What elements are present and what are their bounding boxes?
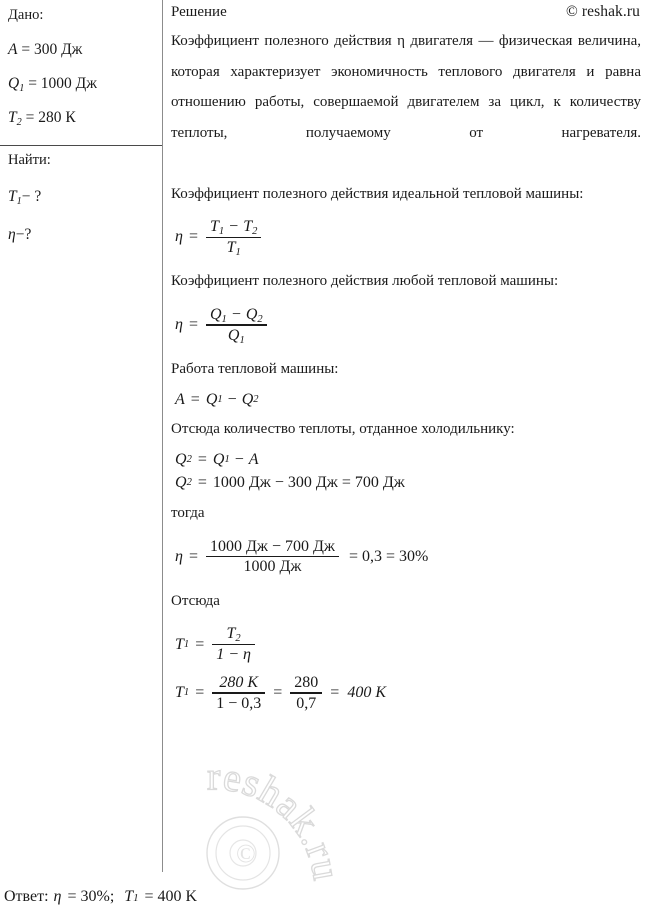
formula-t1num-final-equals: =	[330, 684, 340, 702]
num-a-sub: 1	[221, 313, 227, 325]
answer-label: Ответ:	[4, 888, 49, 905]
formula-t1num-middle-equals: =	[273, 684, 283, 702]
num-operator: −	[229, 218, 239, 235]
answer-eta-symbol: η	[53, 888, 62, 906]
formula-q2-rhs-a: Q	[212, 450, 225, 468]
answer-eta-value: = 30%;	[67, 888, 115, 906]
num-a-symbol: T	[209, 218, 219, 235]
formula-t1num-denominator-1: 1 − 0,3	[216, 694, 262, 712]
num-b-symbol: Q	[245, 305, 258, 323]
find-query-T1: − ?	[21, 188, 42, 205]
formula-eta-any-lhs: η	[175, 316, 183, 334]
solution-title: Решение	[171, 4, 227, 20]
paragraph-ideal-engine: Коэффициент полезного действия идеальной тепловой машины:	[171, 185, 584, 202]
find-symbol-eta: η	[8, 226, 16, 244]
paragraph-definition: Коэффициент полезного действия η двигателя — физическая величина, которая характеризует экономичность теплового двигателя и равна отношению работы, совершаемой двигателем за цикл, к количеству теплоты, получаемому от нагревателя.	[171, 33, 641, 141]
formula-q2-numeric: Q 2 = 1000 Дж − 300 Дж = 700 Дж	[175, 474, 405, 492]
formula-t1num-fraction-1	[212, 674, 265, 712]
den-symbol: Q	[227, 326, 240, 344]
paragraph-heat-released: Отсюда количество теплоты, отданное холодильнику:	[171, 421, 515, 438]
paragraph-hence: Отсюда	[171, 592, 220, 609]
formula-work-rhs-b: Q	[241, 390, 254, 408]
given-column	[0, 0, 162, 872]
num-b-sub: 2	[252, 225, 258, 237]
paragraph-any-engine: Коэффициент полезного действия любой тепловой машины:	[171, 273, 559, 290]
formula-eta-ideal-fraction	[206, 218, 261, 256]
formula-etanum-lhs: η	[175, 547, 183, 565]
formula-work-lhs: A	[175, 390, 185, 408]
find-column	[0, 152, 162, 264]
given-item-A	[8, 41, 154, 58]
given-symbol-A: A	[8, 41, 18, 58]
find-subscript-T1: 1	[16, 195, 22, 207]
paragraph-work: Работа тепловой машины:	[171, 361, 339, 378]
answer-t1-value: = 400 K	[144, 888, 198, 906]
given-subscript-Q1: 1	[19, 82, 25, 94]
find-query-eta: −?	[15, 226, 32, 244]
formula-work: A = Q 1 − Q 2	[175, 390, 259, 408]
given-heading: Дано:	[8, 7, 44, 23]
den-sub: 1	[235, 246, 241, 258]
formula-eta-ideal-numerator	[206, 218, 261, 237]
formula-etanum-fraction	[206, 538, 339, 576]
den-symbol: T	[226, 238, 236, 256]
given-value-A: = 300 Дж	[17, 41, 83, 58]
find-item-T1	[8, 188, 154, 205]
formula-eta-numeric: η = $\frac{1000 Дж - 700 Дж}{1000 Дж}$ = 0,3 = 30%	[175, 537, 429, 576]
formula-q2-operator: −	[234, 450, 244, 468]
formula-t1sym-numerator	[222, 625, 244, 644]
num-operator: −	[231, 305, 241, 323]
svg-text:©: ©	[236, 839, 256, 868]
answer-line: Ответ: η = 30%; T 1 = 400 K	[4, 888, 198, 906]
formula-t1num-denominator-2: 0,7	[296, 694, 317, 712]
formula-t1sym-denominator: 1 − η	[216, 646, 251, 664]
formula-eta-any-fraction	[206, 306, 267, 344]
formula-eta-any-numerator	[206, 306, 267, 325]
formula-q2-symbolic: Q 2 = Q 1 − A	[175, 450, 259, 468]
formula-t1sym-fraction	[212, 625, 255, 663]
formula-t1num-lhs: T	[175, 684, 184, 702]
column-divider	[162, 0, 163, 872]
formula-q2num-lhs: Q	[175, 474, 187, 492]
given-item-Q1	[8, 75, 154, 92]
given-symbol-Q: Q	[8, 75, 20, 93]
find-symbol-T: T	[8, 188, 17, 205]
formula-eta-any: η = $\frac{Q_1 - Q_2}{Q_1}$	[175, 306, 649, 344]
formula-eta-ideal-lhs: η	[175, 228, 183, 246]
formula-t1-symbolic: T 1 = $\frac{T_2}{1 - \eta}$	[175, 625, 649, 663]
num-a-sub: 1	[218, 225, 225, 237]
num-b-sub: 2	[257, 313, 263, 325]
find-item-eta	[8, 226, 154, 243]
formula-eta-ideal-denominator	[223, 238, 245, 257]
t1sym-num-symbol: T	[226, 625, 236, 643]
given-find-divider	[0, 145, 162, 146]
den-sub: 1	[239, 334, 245, 346]
formula-q2num-rhs: 1000 Дж − 300 Дж = 700 Дж	[212, 474, 405, 492]
formula-etanum-result: = 0,3 = 30%	[348, 547, 429, 565]
svg-text:reshak.ru	[207, 753, 350, 884]
num-a-symbol: Q	[209, 305, 222, 323]
formula-t1sym-lhs: T	[175, 635, 184, 653]
given-item-T2	[8, 109, 154, 126]
formula-q2-lhs: Q	[175, 450, 187, 468]
formula-t1num-result: 400 K	[347, 684, 386, 702]
formula-eta-any-denominator	[224, 326, 249, 345]
formula-t1num-numerator-2: 280	[294, 673, 319, 691]
solution-header	[171, 4, 649, 26]
paragraph-then: тогда	[171, 505, 205, 522]
answer-t1-symbol: T	[124, 888, 134, 906]
formula-eta-ideal: η = $\frac{T_1 - T_2}{T_1}$	[175, 218, 649, 256]
formula-t1num-fraction-2	[290, 674, 322, 712]
given-value-Q1: = 1000 Дж	[24, 75, 97, 93]
watermark-text: reshak.ru	[207, 753, 350, 885]
num-b-symbol: T	[243, 218, 253, 235]
formula-t1num-numerator-1: 280 K	[219, 673, 259, 691]
given-value-T2: = 280 К	[21, 109, 76, 127]
reshak-watermark	[196, 752, 396, 902]
copyright-notice: © reshak.ru	[566, 3, 640, 20]
given-symbol-T: T	[8, 109, 17, 127]
t1sym-num-sub: 2	[235, 633, 241, 645]
formula-t1-numeric: T 1 = $\frac{280 K}{1 - 0,3}$ = $\frac{280}{0,7}$ = 400 K	[175, 673, 386, 712]
formula-q2-rhs-b: A	[248, 450, 259, 468]
formula-etanum-numerator: 1000 Дж − 700 Дж	[209, 537, 335, 555]
formula-etanum-denominator: 1000 Дж	[243, 558, 302, 576]
formula-work-rhs-a: Q	[205, 390, 218, 408]
formula-work-operator: −	[227, 390, 237, 408]
given-subscript-T2: 2	[16, 116, 22, 128]
solution-column	[171, 0, 649, 722]
find-heading: Найти:	[8, 152, 51, 168]
